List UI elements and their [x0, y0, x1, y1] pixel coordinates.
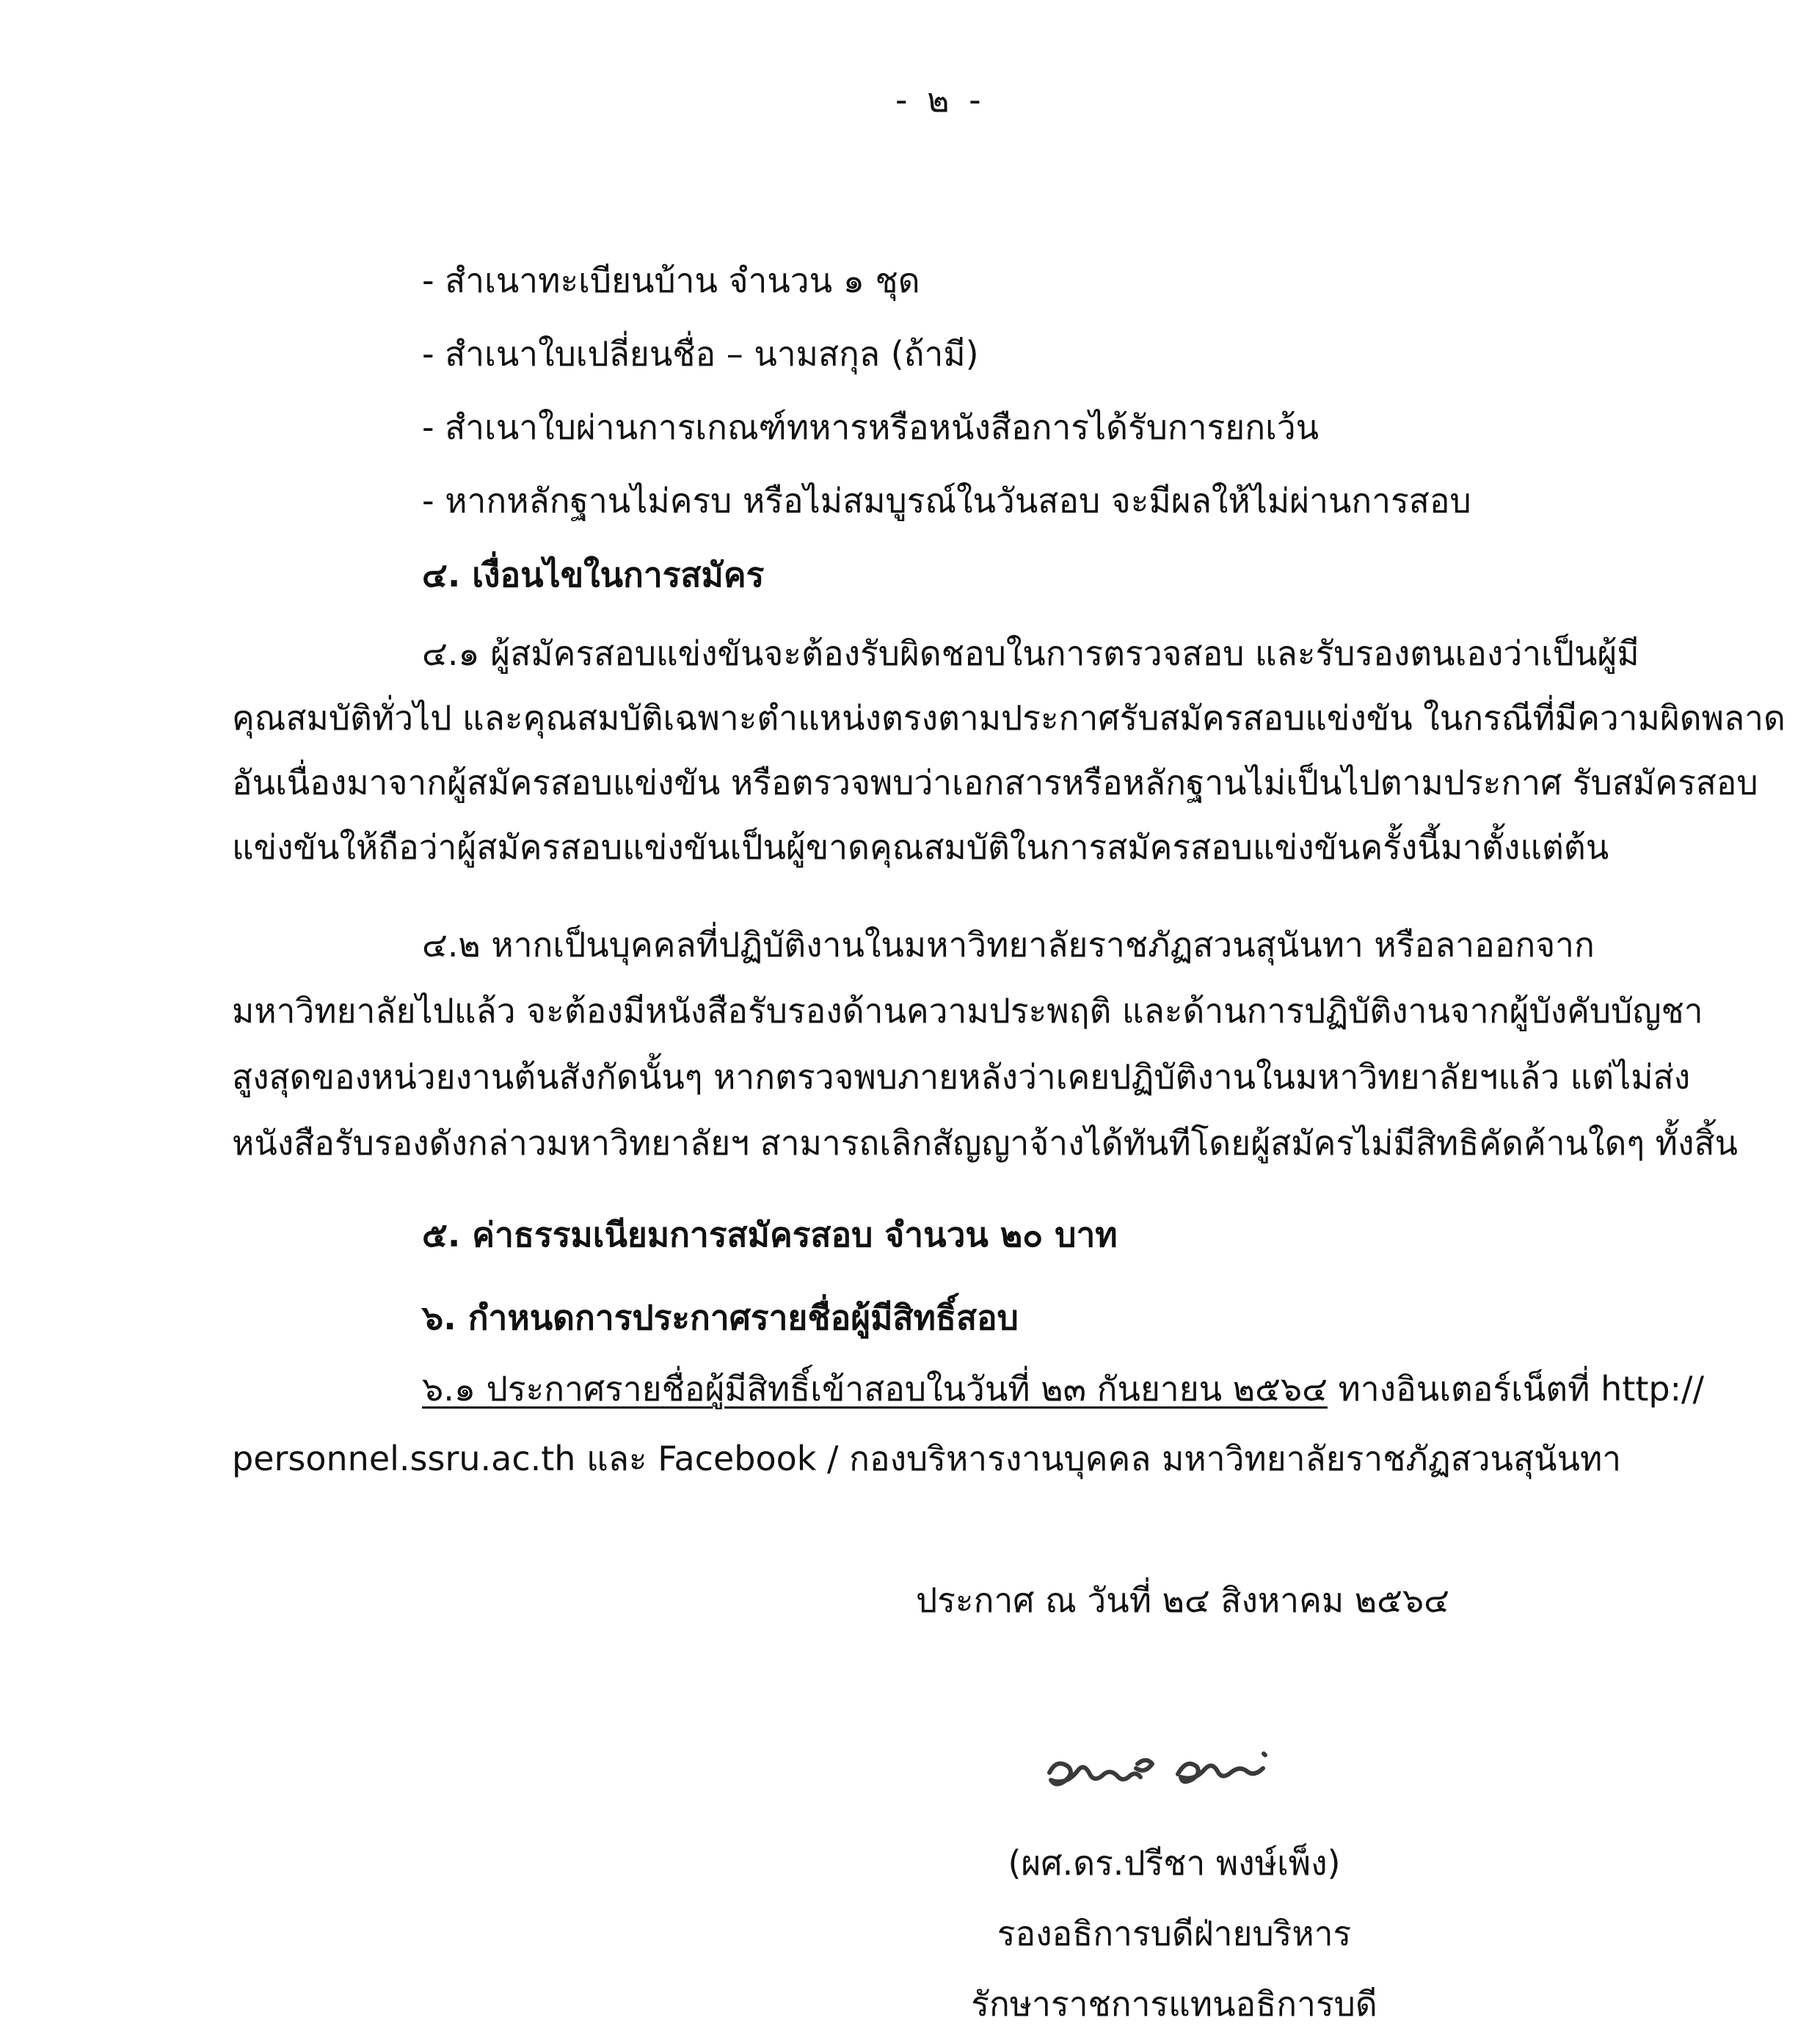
section-heading: ๕. ค่าธรรมเนียมการสมัครสอบ จำนวน ๒๐ บาท [422, 1215, 1118, 1254]
signatory-title: รองอธิการบดีฝ่ายบริหาร [997, 1914, 1352, 1953]
document-item: - หากหลักฐานไม่ครบ หรือไม่สมบูรณ์ในวันสอบ จะมีผลให้ไม่ผ่านการสอบ [422, 481, 1471, 520]
paragraph-line: สูงสุดของหน่วยงานต้นสังกัดนั้นๆ หากตรวจพบภายหลังว่าเคยปฏิบัติงานในมหาวิทยาลัยฯแล้ว แต่ไม่ส่ง [232, 1057, 1691, 1097]
paragraph-line [422, 1367, 1704, 1411]
document-item: - สำเนาใบผ่านการเกณฑ์ทหารหรือหนังสือการได้รับการยกเว้น [422, 407, 1320, 447]
document-item: - สำเนาทะเบียนบ้าน จำนวน ๑ ชุด [422, 261, 920, 300]
paragraph-line: personnel.ssru.ac.th และ Facebook / กองบริหารงานบุคคล มหาวิทยาลัยราชภัฏสวนสุนันทา [232, 1439, 1622, 1478]
paragraph-line: มหาวิทยาลัยไปแล้ว จะต้องมีหนังสือรับรองด้านความประพฤติ และด้านการปฏิบัติงานจากผู้บังคับบัญชา [232, 991, 1703, 1031]
paragraph-line: อันเนื่องมาจากผู้สมัครสอบแข่งขัน หรือตรวจพบว่าเอกสารหรือหลักฐานไม่เป็นไปตามประกาศ รับสมัครสอบ [232, 763, 1758, 802]
paragraph-line: แข่งขันให้ถือว่าผู้สมัครสอบแข่งขันเป็นผู้ขาดคุณสมบัติในการสมัครสอบแข่งขันครั้งนี้มาตั้งแต่ต้น [232, 827, 1609, 867]
paragraph-line: ๔.๒ หากเป็นบุคคลที่ปฏิบัติงานในมหาวิทยาลัยราชภัฏสวนสุนันทา หรือลาออกจาก [422, 925, 1595, 965]
announcement-url-text: ทางอินเตอร์เน็ตที่ http:// [1327, 1369, 1705, 1409]
section-heading: ๖. กำหนดการประกาศรายชื่อผู้มีสิทธิ์สอบ [422, 1298, 1019, 1337]
page-number: - ๒ - [895, 80, 986, 120]
signatory-name: (ผศ.ดร.ปรีชา พงษ์เพ็ง) [1008, 1843, 1341, 1883]
announce-date: ประกาศ ณ วันที่ ๒๔ สิงหาคม ๒๕๖๔ [916, 1580, 1449, 1620]
handwritten-signature [1027, 1721, 1314, 1802]
document-item: - สำเนาใบเปลี่ยนชื่อ – นามสกุล (ถ้ามี) [422, 334, 979, 374]
paragraph-line: คุณสมบัติทั่วไป และคุณสมบัติเฉพาะตำแหน่งตรงตามประกาศรับสมัครสอบแข่งขัน ในกรณีที่มีความผิดพลาด [232, 698, 1786, 738]
announcement-date-underlined: ๖.๑ ประกาศรายชื่อผู้มีสิทธิ์เข้าสอบในวันที่ ๒๓ กันยายน ๒๕๖๔ [422, 1369, 1328, 1409]
paragraph-line: หนังสือรับรองดังกล่าวมหาวิทยาลัยฯ สามารถเลิกสัญญาจ้างได้ทันทีโดยผู้สมัครไม่มีสิทธิคัดค้านใดๆ ทั้งสิ้น [232, 1123, 1738, 1163]
signatory-acting-title: รักษาราชการแทนอธิการบดี [971, 1984, 1377, 2024]
paragraph-line: ๔.๑ ผู้สมัครสอบแข่งขันจะต้องรับผิดชอบในการตรวจสอบ และรับรองตนเองว่าเป็นผู้มี [422, 633, 1639, 673]
section-heading: ๔. เงื่อนไขในการสมัคร [422, 555, 765, 595]
